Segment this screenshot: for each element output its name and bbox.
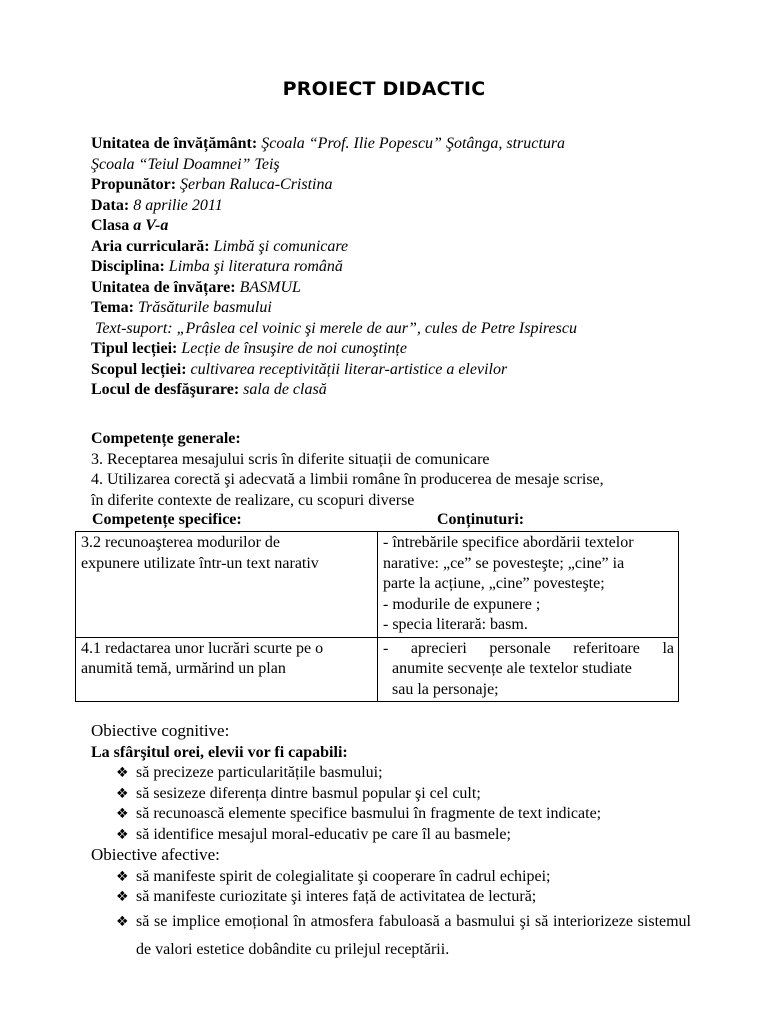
section-heading: Obiective afective: xyxy=(91,845,220,864)
info-label: Aria curriculară: xyxy=(91,237,210,255)
table-header-right: Conținuturi: xyxy=(437,511,525,528)
list-item: ❖ să se implice emoțional în atmosfera fabuloasă a basmului şi să interiorizeze sistemul de valori estetice dobândite cu prilejul receptării. xyxy=(116,908,691,964)
info-value: a V-a xyxy=(133,217,169,234)
info-value: Limbă şi comunicare xyxy=(213,237,349,255)
list-item: ❖ să identifice mesajul moral-educativ pe care îl au basmele; xyxy=(116,825,691,846)
table-row xyxy=(76,637,679,702)
diamond-bullet-icon: ❖ xyxy=(116,785,129,802)
info-value: Limba şi literatura română xyxy=(168,258,343,275)
section-heading: Competențe generale: xyxy=(91,430,241,447)
table-cell: 3.2 recunoaşterea modurilor de expunere utilizate într-un text narativ xyxy=(76,532,378,638)
lesson-info xyxy=(91,134,691,401)
diamond-bullet-icon: ❖ xyxy=(116,806,129,822)
table-cell: - întrebările specifice abordării textelor narative: „ce” se povesteşte; „cine” ia parte la acțiune, „cine” povesteşte; - modurile de expunere ; - specia literară: basm. xyxy=(378,532,679,638)
table-header-left: Competențe specifice: xyxy=(92,511,242,528)
info-disciplina xyxy=(91,257,691,278)
competence-item: 3. Receptarea mesajului scris în diferite situații de comunicare xyxy=(91,450,490,468)
info-value: Lecție de însuşire de noi cunoştințe xyxy=(181,340,407,357)
diamond-bullet-icon: ❖ xyxy=(116,889,129,905)
info-value: Şerban Raluca-Cristina xyxy=(180,176,333,193)
table-cell: - aprecieri personale referitoare la anumite secvențe ale textelor studiate sau la personaje; xyxy=(378,637,679,702)
diamond-bullet-icon: ❖ xyxy=(116,765,129,781)
info-label: Disciplina: xyxy=(91,258,165,275)
info-clasa xyxy=(91,216,691,237)
info-label: Data: xyxy=(91,196,130,214)
info-value: Text-suport: „Prâslea cel voinic şi merele de aur”, cules de Petre Ispirescu xyxy=(95,319,577,337)
info-value: Trăsăturile basmului xyxy=(137,299,272,316)
info-unitatea-invatare xyxy=(91,278,691,299)
general-competences xyxy=(91,429,681,511)
info-label: Clasa xyxy=(91,217,130,234)
info-value: cultivarea receptivității literar-artistice a elevilor xyxy=(190,360,508,378)
info-text-suport xyxy=(91,319,691,340)
cognitive-list xyxy=(91,763,691,845)
info-value: sala de clasă xyxy=(243,381,327,398)
affective-list xyxy=(91,867,691,964)
table-cell: 4.1 redactarea unor lucrări scurte pe o anumită temă, urmărind un plan xyxy=(76,637,378,702)
info-value: Şcoala “Prof. Ilie Popescu” Şotânga, structura xyxy=(261,135,566,152)
competence-item: 4. Utilizarea corectă şi adecvată a limbii române în producerea de mesaje scrise, xyxy=(91,471,604,488)
info-scopul xyxy=(91,360,691,381)
list-item: ❖ să manifeste spirit de colegialitate şi cooperare în cadrul echipei; xyxy=(116,867,691,888)
list-item: ❖ să sesizeze diferența dintre basmul popular şi cel cult; xyxy=(116,784,691,805)
document-title: PROIECT DIDACTIC xyxy=(282,78,486,100)
competence-item: în diferite contexte de realizare, cu scopuri diverse xyxy=(91,491,415,509)
info-aria xyxy=(91,237,691,258)
diamond-bullet-icon: ❖ xyxy=(116,826,129,843)
competences-table xyxy=(75,531,679,702)
diamond-bullet-icon: ❖ xyxy=(116,868,129,885)
info-label: Tipul lecției: xyxy=(91,340,178,357)
list-item: ❖ să manifeste curiozitate şi interes față de activitatea de lectură; xyxy=(116,887,691,908)
info-label: Unitatea de învățământ: xyxy=(91,135,258,152)
info-value: BASMUL xyxy=(239,278,301,296)
info-tema xyxy=(91,298,691,319)
list-item: ❖ să precizeze particularitățile basmului; xyxy=(116,763,691,784)
info-label: Scopul lecției: xyxy=(91,360,187,378)
info-label: Tema: xyxy=(91,299,134,316)
table-row xyxy=(76,532,679,638)
info-label: Propunător: xyxy=(91,176,177,193)
info-label: Unitatea de învățare: xyxy=(91,278,236,296)
info-label: Locul de desfăşurare: xyxy=(91,381,240,398)
section-heading: Obiective cognitive: xyxy=(91,721,230,740)
info-value: Şcoala “Teiul Doamnei” Teiş xyxy=(91,155,280,173)
info-propunator xyxy=(91,175,691,196)
info-tipul xyxy=(91,339,691,360)
objectives-intro: La sfârşitul orei, elevii vor fi capabili: xyxy=(91,743,348,761)
info-unitatea xyxy=(91,134,691,155)
objectives xyxy=(91,721,691,964)
info-unitatea-cont xyxy=(91,155,691,176)
info-data xyxy=(91,196,691,217)
list-item: ❖ să recunoască elemente specifice basmului în fragmente de text indicate; xyxy=(116,804,691,825)
diamond-bullet-icon: ❖ xyxy=(116,913,129,930)
info-value: 8 aprilie 2011 xyxy=(133,196,223,214)
info-locul xyxy=(91,380,691,401)
